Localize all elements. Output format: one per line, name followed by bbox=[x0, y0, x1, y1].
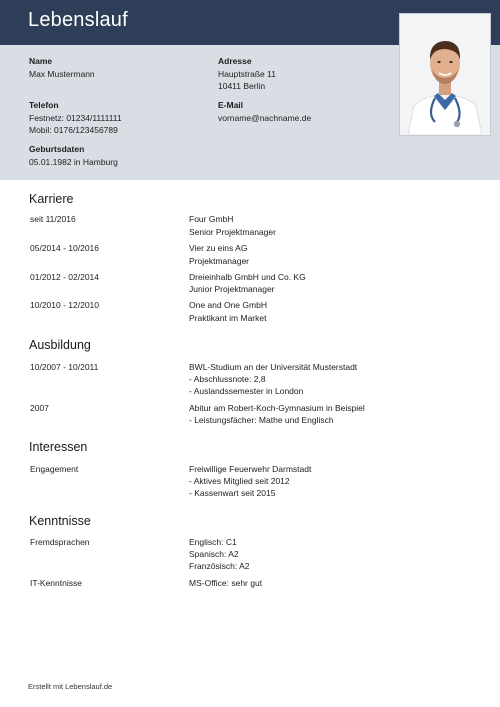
entry-line: One and One GmbH bbox=[189, 300, 267, 310]
entry-line: Projektmanager bbox=[189, 256, 250, 266]
entry-line: - Auslandssemester in London bbox=[189, 386, 304, 396]
entry-period: 01/2012 - 02/2014 bbox=[30, 272, 100, 282]
entry-period: Engagement bbox=[30, 464, 79, 474]
phone-label: Telefon bbox=[29, 100, 59, 110]
entry-line: Four GmbH bbox=[189, 214, 234, 224]
entry-period: seit 11/2016 bbox=[30, 214, 76, 224]
entry-line: Französisch: A2 bbox=[189, 561, 250, 571]
name-value: Max Mustermann bbox=[29, 69, 95, 79]
profile-photo bbox=[399, 13, 491, 136]
address-line-2: 10411 Berlin bbox=[218, 81, 266, 91]
birth-value: 05.01.1982 in Hamburg bbox=[29, 157, 118, 167]
entry-line: Spanisch: A2 bbox=[189, 549, 239, 559]
address-label: Adresse bbox=[218, 56, 252, 66]
phone-landline: Festnetz: 01234/1111111 bbox=[29, 113, 122, 123]
email-value: vorname@nachname.de bbox=[218, 113, 312, 123]
entry-line: - Abschlussnote: 2,8 bbox=[189, 374, 266, 384]
entry-period: IT-Kenntnisse bbox=[30, 578, 82, 588]
address-line-1: Hauptstraße 11 bbox=[218, 69, 276, 79]
entry-line: Englisch: C1 bbox=[189, 537, 237, 547]
section-title-karriere: Karriere bbox=[29, 192, 74, 206]
page-title: Lebenslauf bbox=[28, 9, 128, 31]
email-label: E-Mail bbox=[218, 100, 244, 110]
doctor-portrait-image bbox=[400, 14, 490, 135]
section-title-ausbildung: Ausbildung bbox=[29, 338, 91, 352]
entry-line: BWL-Studium an der Universität Musterstadt bbox=[189, 362, 358, 372]
entry-line: Vier zu eins AG bbox=[189, 243, 248, 253]
entry-line: MS-Office: sehr gut bbox=[189, 578, 263, 588]
entry-period: 2007 bbox=[30, 403, 49, 413]
entry-line: Freiwillige Feuerwehr Darmstadt bbox=[189, 464, 312, 474]
entry-period: 10/2010 - 12/2010 bbox=[30, 300, 100, 310]
entry-period: Fremdsprachen bbox=[30, 537, 90, 547]
name-label: Name bbox=[29, 56, 53, 66]
entry-line: - Aktives Mitglied seit 2012 bbox=[189, 476, 290, 486]
section-title-kenntnisse: Kenntnisse bbox=[29, 514, 91, 528]
entry-line: Junior Projektmanager bbox=[189, 284, 275, 294]
entry-line: Abitur am Robert-Koch-Gymnasium in Beispiel bbox=[189, 403, 365, 413]
entry-period: 05/2014 - 10/2016 bbox=[30, 243, 100, 253]
entry-line: Praktikant im Market bbox=[189, 313, 267, 323]
section-title-interessen: Interessen bbox=[29, 440, 88, 454]
entry-line: - Leistungsfächer: Mathe und Englisch bbox=[189, 415, 334, 425]
entry-line: Senior Projektmanager bbox=[189, 227, 276, 237]
entry-period: 10/2007 - 10/2011 bbox=[30, 362, 99, 372]
phone-mobile: Mobil: 0176/123456789 bbox=[29, 125, 118, 135]
entry-line: - Kassenwart seit 2015 bbox=[189, 488, 276, 498]
birth-label: Geburtsdaten bbox=[29, 144, 85, 154]
entry-line: Dreieinhalb GmbH und Co. KG bbox=[189, 272, 306, 282]
footer-credit: Erstellt mit Lebenslauf.de bbox=[28, 682, 113, 691]
